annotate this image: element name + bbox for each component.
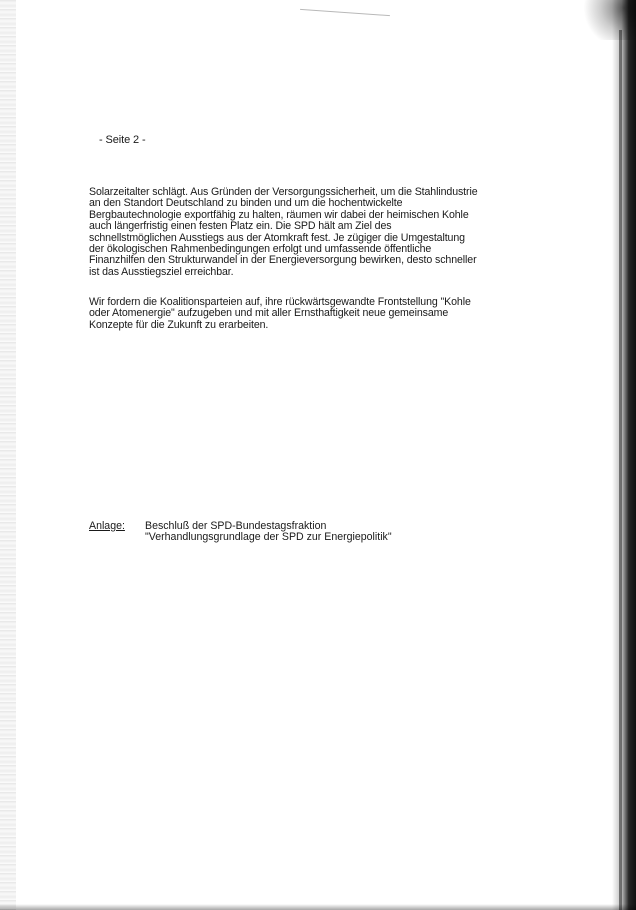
scan-edge-line <box>619 30 622 910</box>
annex-item: "Verhandlungsgrundlage der SPD zur Energiepolitik" <box>145 531 392 544</box>
paragraph-line: schnellstmöglichen Ausstiegs aus der Atomkraft fest. Je zügiger die Umgestaltung <box>89 231 465 244</box>
paragraph-line: ist das Ausstiegsziel erreichbar. <box>89 265 234 278</box>
paragraph-2 <box>89 297 471 331</box>
annex-label: Anlage: <box>89 520 125 532</box>
scan-shadow-left <box>0 0 16 910</box>
annex-item: Beschluß der SPD-Bundestagsfraktion <box>145 520 327 532</box>
paragraph-line: Bergbautechnologie exportfähig zu halten, räumen wir dabei der heimischen Kohle <box>89 208 469 221</box>
paragraph-line: der ökologischen Rahmenbedingungen erfolgt und umfassende öffentliche <box>89 242 432 255</box>
paragraph-line: Konzepte für die Zukunft zu erarbeiten. <box>89 318 269 331</box>
paragraph-line: Wir fordern die Koalitionsparteien auf, ihre rückwärtsgewandte Frontstellung "Kohle <box>89 296 471 308</box>
page-number: - Seite 2 - <box>99 134 146 146</box>
paragraph-line: an den Standort Deutschland zu binden und um die hochentwickelte <box>89 197 403 210</box>
paragraph-1 <box>89 187 478 278</box>
scan-top-line <box>300 9 390 16</box>
scan-corner-smudge <box>576 0 636 40</box>
paragraph-line: Finanzhilfen den Strukturwandel in der Energieversorgung bewirken, desto schneller <box>89 254 477 267</box>
paragraph-line: oder Atomenergie" aufzugeben und mit aller Ernsthaftigkeit neue gemeinsame <box>89 307 449 320</box>
scan-bottom-shadow <box>0 904 636 910</box>
scan-shadow-right <box>612 0 636 910</box>
annex-items <box>145 521 392 544</box>
paragraph-line: Solarzeitalter schlägt. Aus Gründen der Versorgungssicherheit, um die Stahlindustrie <box>89 186 478 198</box>
paragraph-line: auch längerfristig einen festen Platz ein. Die SPD hält am Ziel des <box>89 220 392 233</box>
